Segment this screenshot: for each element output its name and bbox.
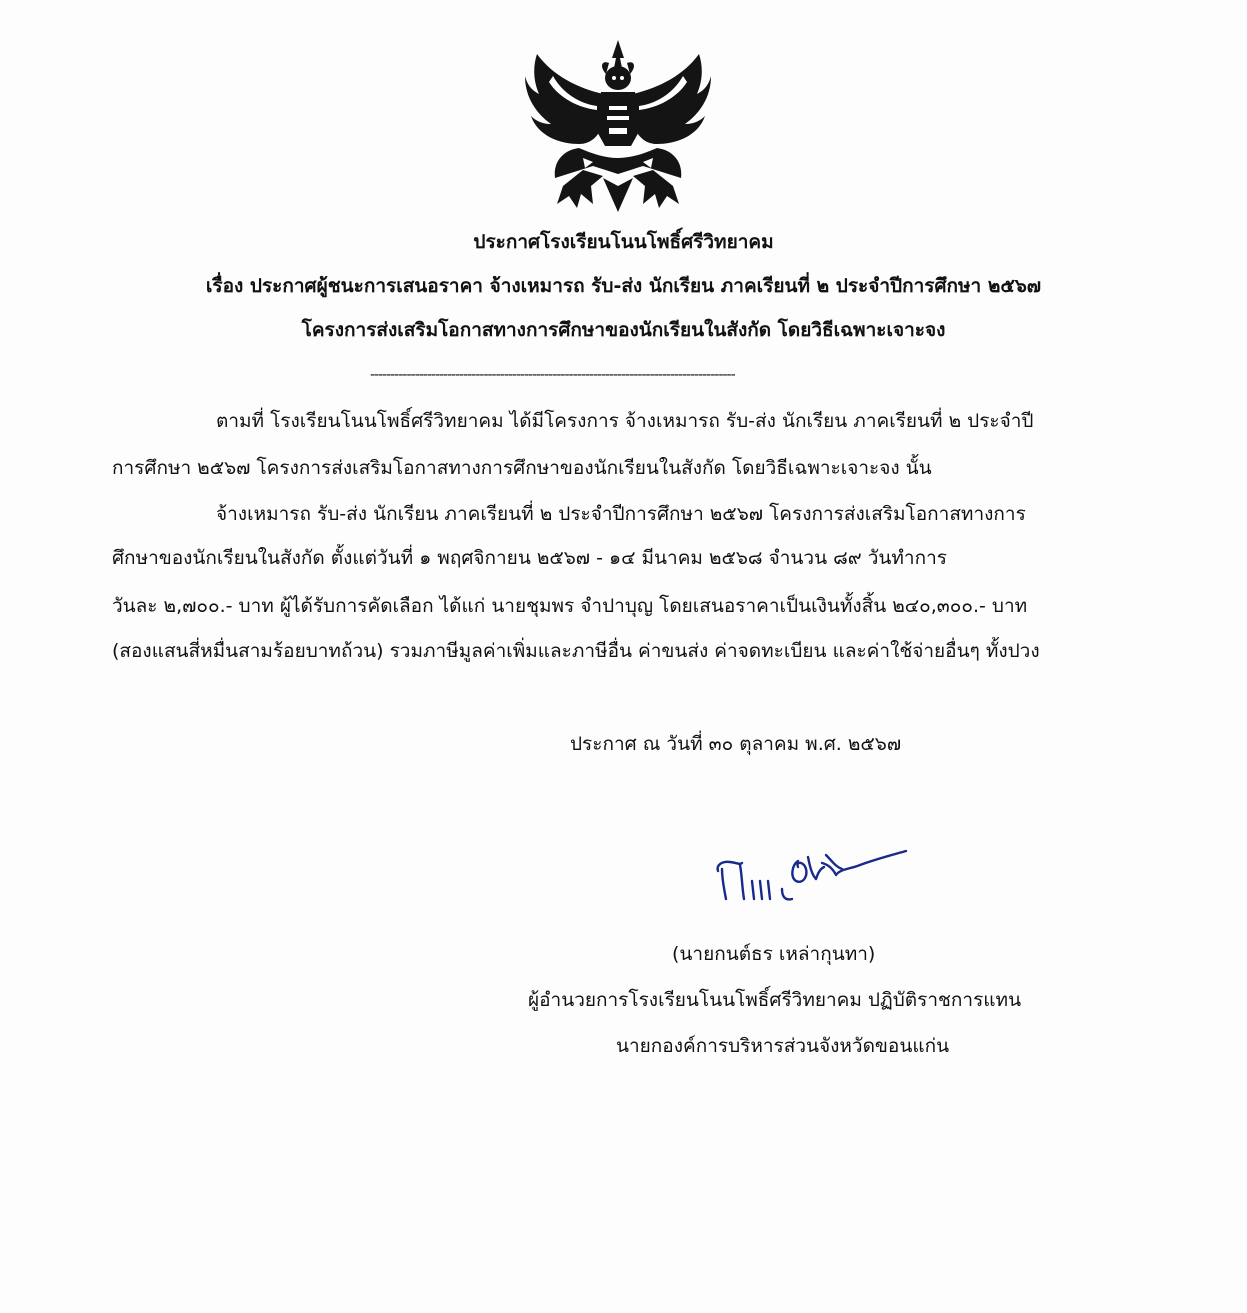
signer-position-1: ผู้อำนวยการโรงเรียนโนนโพธิ์ศรีวิทยาคม ปฏิบัติราชการแทน [528, 989, 1022, 1011]
body-paragraph-2-line-1: จ้างเหมารถ รับ-ส่ง นักเรียน ภาคเรียนที่ ๒ ประจำปีการศึกษา ๒๕๖๗ โครงการส่งเสริมโอกาสทางการ [216, 503, 1026, 525]
signer-name: (นายกนต์ธร เหล่ากุนทา) [672, 943, 876, 965]
announcement-date: ประกาศ ณ วันที่ ๓๐ ตุลาคม พ.ศ. ๒๕๖๗ [570, 733, 902, 755]
separator-line: ------------------------------------------------------------------------------------------ [370, 367, 735, 383]
announcement-title: ประกาศโรงเรียนโนนโพธิ์ศรีวิทยาคม [473, 231, 774, 253]
announcement-project: โครงการส่งเสริมโอกาสทางการศึกษาของนักเรียนในสังกัด โดยวิธีเฉพาะเจาะจง [301, 319, 946, 341]
body-paragraph-2-line-2: ศึกษาของนักเรียนในสังกัด ตั้งแต่วันที่ ๑ พฤศจิกายน ๒๕๖๗ - ๑๔ มีนาคม ๒๕๖๘ จำนวน ๘๙ วันทำการ [112, 547, 947, 569]
garuda-emblem-icon [523, 36, 713, 216]
signer-position-2: นายกองค์การบริหารส่วนจังหวัดขอนแก่น [616, 1035, 950, 1057]
announcement-subject: เรื่อง ประกาศผู้ชนะการเสนอราคา จ้างเหมารถ รับ-ส่ง นักเรียน ภาคเรียนที่ ๒ ประจำปีการศึกษา ๒๕๖๗ [205, 275, 1042, 297]
body-paragraph-1-line-1: ตามที่ โรงเรียนโนนโพธิ์ศรีวิทยาคม ได้มีโครงการ จ้างเหมารถ รับ-ส่ง นักเรียน ภาคเรียนที่ ๒ ประจำปี [216, 410, 1034, 432]
body-paragraph-2-line-4: (สองแสนสี่หมื่นสามร้อยบาทถ้วน) รวมภาษีมูลค่าเพิ่มและภาษีอื่น ค่าขนส่ง ค่าจดทะเบียน และค่าใช้จ่ายอื่นๆ ทั้งปวง [112, 640, 1040, 662]
body-paragraph-2-line-3: วันละ ๒,๗๐๐.- บาท ผู้ได้รับการคัดเลือก ได้แก่ นายชุมพร จำปาบุญ โดยเสนอราคาเป็นเงินทั้งสิ้น ๒๔๐,๓๐๐.- บาท [112, 595, 1028, 617]
body-paragraph-1-line-2: การศึกษา ๒๕๖๗ โครงการส่งเสริมโอกาสทางการศึกษาของนักเรียนในสังกัด โดยวิธีเฉพาะเจาะจง นั้น [112, 457, 932, 479]
handwritten-signature [700, 815, 915, 915]
